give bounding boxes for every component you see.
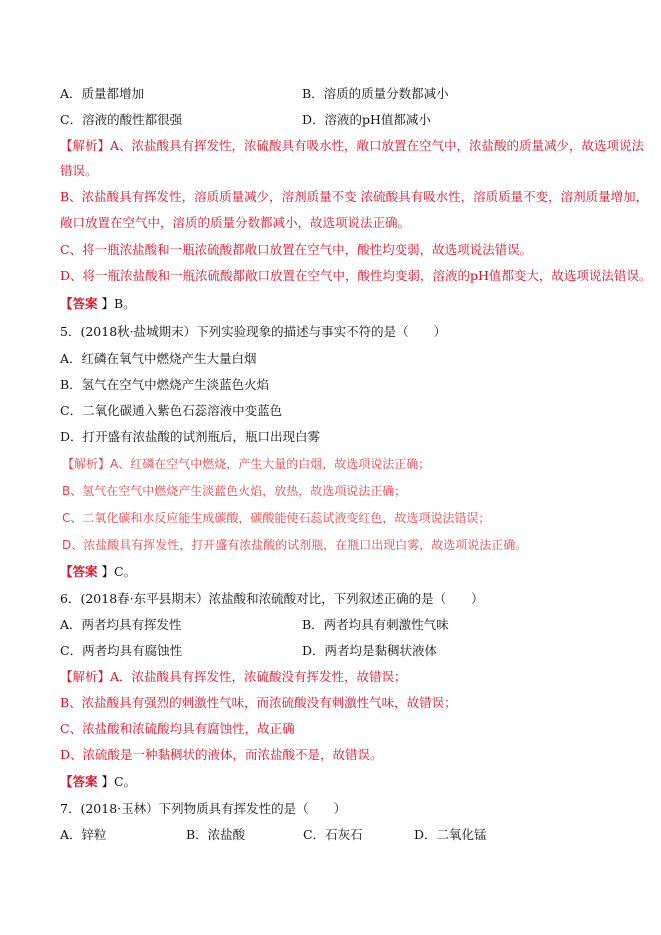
analysis-line: 敞口放置在空气中，溶质的质量分数都减小，故选项说法正确。 [60, 215, 411, 230]
answer-label: 【答案 [60, 774, 98, 789]
analysis-line: D、将一瓶浓盐酸和一瓶浓硫酸都敞口放置在空气中，酸性均变弱，溶液的pH值都变大，故选项说法错误。 [60, 268, 652, 283]
option-d: D．打开盛有浓盐酸的试剂瓶后，瓶口出现白雾 [60, 429, 321, 444]
answer-value: 】C。 [101, 774, 137, 789]
answer-line [60, 564, 136, 580]
option-row-cd [60, 643, 438, 659]
option-c: C．两者均具有腐蚀性 [60, 643, 183, 658]
analysis-line: 错误。 [60, 163, 98, 178]
answer-label: 【答案 [60, 564, 98, 579]
answer-line [60, 296, 136, 312]
question-stem: 7．(2018·玉林）下列物质具有挥发性的是（ ） [60, 801, 347, 816]
answer-label: 【答案 [60, 296, 98, 311]
option-b: B．浓盐酸 [186, 827, 246, 842]
option-row-cd [60, 112, 431, 128]
analysis-line: 【解析】A、浓盐酸具有挥发性，浓硫酸具有吸水性，敞口放置在空气中，浓盐酸的质量减少，故选项说法 [60, 138, 645, 153]
option-a: A．两者均具有挥发性 [60, 617, 182, 632]
analysis-line: D、浓硫酸是一种黏稠状的液体，而浓盐酸不是，故错误。 [60, 747, 383, 762]
option-a: A．质量都增加 [60, 86, 145, 101]
option-d: D．溶液的pH值都减小 [302, 112, 431, 127]
option-b: B．氢气在空气中燃烧产生淡蓝色火焰 [60, 377, 270, 392]
option-a: A．锌粒 [60, 827, 107, 842]
option-d: D．二氧化锰 [414, 827, 487, 842]
option-row-ab [60, 617, 449, 633]
answer-value: 】B。 [101, 296, 136, 311]
analysis-line: C、浓盐酸和浓硫酸均具有腐蚀性，故正确 [60, 721, 295, 736]
question-stem: 5．(2018秋·盐城期末）下列实验现象的描述与事实不符的是（ ） [60, 324, 447, 339]
option-b: B．两者均具有刺激性气味 [302, 617, 449, 632]
analysis-line: B、氢气在空气中燃烧产生淡蓝色火焰，放热，故选项说法正确； [62, 484, 407, 498]
analysis-line: C、将一瓶浓盐酸和一瓶浓硫酸都敞口放置在空气中，酸性均变弱，故选项说法错误。 [60, 242, 533, 257]
analysis-line: B、浓盐酸具有挥发性，溶质质量减少，溶剂质量不变 浓硫酸具有吸水性，溶质质量不变，溶剂质量增加， [60, 189, 649, 204]
question-stem: 6．(2018春·东平县期末）浓盐酸和浓硫酸对比，下列叙述正确的是（ ） [60, 591, 484, 606]
analysis-line: C、二氧化碳和水反应能生成碳酸，碳酸能使石蕊试液变红色，故选项说法错误； [62, 511, 491, 525]
option-row [60, 827, 620, 843]
analysis-line: D、浓盐酸具有挥发性，打开盛有浓盐酸的试剂瓶，在瓶口出现白雾，故选项说法正确。 [62, 538, 528, 552]
option-c: C．二氧化碳通入紫色石蕊溶液中变蓝色 [60, 403, 283, 418]
option-c: C．石灰石 [303, 827, 363, 842]
option-c: C．溶液的酸性都很强 [60, 112, 183, 127]
option-d: D．两者均是黏稠状液体 [302, 643, 438, 658]
analysis-line: B、浓盐酸具有强烈的刺激性气味，而浓硫酸没有刺激性气味，故错误； [60, 695, 457, 710]
option-row-ab [60, 86, 449, 102]
option-a: A．红磷在氧气中燃烧产生大量白烟 [60, 351, 257, 366]
answer-line [60, 774, 136, 790]
option-b: B．溶质的质量分数都减小 [302, 86, 449, 101]
analysis-line: 【解析】A、红磷在空气中燃烧，产生大量的白烟，故选项说法正确； [62, 457, 431, 471]
analysis-line: 【解析】A．浓盐酸具有挥发性，浓硫酸没有挥发性，故错误； [60, 669, 407, 684]
answer-value: 】C。 [101, 564, 137, 579]
